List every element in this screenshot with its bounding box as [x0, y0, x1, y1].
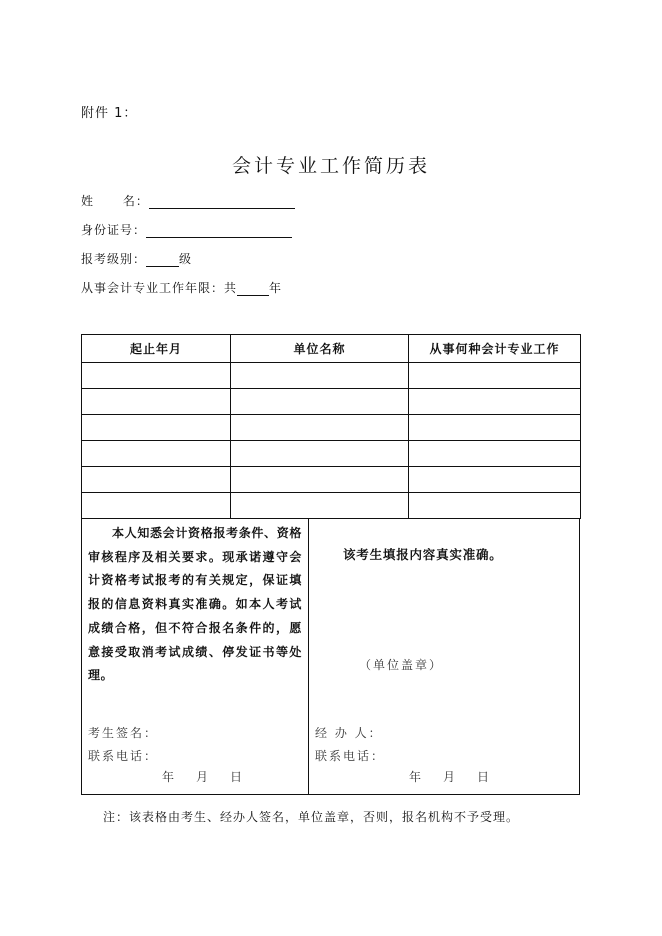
column-header-work-type: 从事何种会计专业工作: [409, 335, 581, 363]
work-history-table: [81, 334, 581, 519]
years-field: [81, 279, 282, 296]
table-cell[interactable]: [82, 363, 231, 389]
unit-confirm-text: 该考生填报内容真实准确。: [343, 547, 503, 562]
unit-date: [409, 768, 489, 785]
table-cell[interactable]: [409, 363, 581, 389]
candidate-declaration-cell: [82, 518, 309, 794]
table-cell[interactable]: [409, 441, 581, 467]
date-year-label: 年: [162, 770, 175, 784]
table-cell[interactable]: [409, 467, 581, 493]
id-input-line[interactable]: [146, 223, 292, 238]
table-cell[interactable]: [231, 493, 409, 519]
table-row: [82, 493, 581, 519]
column-header-employer: 单位名称: [231, 335, 409, 363]
table-cell[interactable]: [82, 467, 231, 493]
table-header-row: [82, 335, 581, 363]
attachment-label: 附件 1：: [81, 106, 138, 121]
table-cell[interactable]: [82, 441, 231, 467]
page-title: 会计专业工作简历表: [231, 155, 430, 177]
candidate-phone-label: 联系电话：: [88, 749, 159, 763]
date-month-label: 月: [196, 770, 209, 784]
candidate-pledge-text: 本人知悉会计资格报考条件、资格审核程序及相关要求。现承诺遵守会计资格考试报考的有关规定，保证填报的信息资料真实准确。如本人考试成绩合格，但不符合报名条件的，愿意接受取消考试成绩、停发证书等处理。: [88, 526, 302, 683]
years-label: 从事会计专业工作年限：共: [81, 281, 238, 295]
declaration-section: [81, 518, 580, 795]
date-year-label: 年: [409, 770, 422, 784]
level-input-line[interactable]: [146, 252, 179, 267]
table-row: [82, 467, 581, 493]
table-cell[interactable]: [231, 415, 409, 441]
handler-label: 经 办 人：: [315, 726, 383, 740]
level-label: 报考级别：: [81, 252, 147, 266]
footnote: 注：该表格由考生、经办人签名，单位盖章，否则，报名机构不予受理。: [103, 810, 520, 824]
table-cell[interactable]: [231, 363, 409, 389]
candidate-signature-label: 考生签名：: [88, 726, 159, 740]
table-cell[interactable]: [409, 493, 581, 519]
table-row: [82, 389, 581, 415]
table-cell[interactable]: [409, 389, 581, 415]
id-label: 身份证号：: [81, 223, 147, 237]
name-input-line[interactable]: [149, 194, 295, 209]
table-cell[interactable]: [231, 389, 409, 415]
table-cell[interactable]: [231, 467, 409, 493]
table-cell[interactable]: [82, 389, 231, 415]
table-row: [82, 415, 581, 441]
table-cell[interactable]: [82, 415, 231, 441]
table-row: [82, 363, 581, 389]
table-cell[interactable]: [231, 441, 409, 467]
unit-seal-label: （单位盖章）: [359, 658, 444, 672]
name-label: 姓 名：: [81, 194, 149, 208]
table-cell[interactable]: [409, 415, 581, 441]
years-suffix: 年: [269, 281, 283, 295]
date-day-label: 日: [230, 770, 243, 784]
date-month-label: 月: [443, 770, 456, 784]
date-day-label: 日: [477, 770, 490, 784]
name-field: [81, 192, 295, 209]
level-field: [81, 250, 192, 267]
table-row: [82, 441, 581, 467]
id-field: [81, 221, 292, 238]
years-input-line[interactable]: [237, 281, 269, 296]
column-header-period: 起止年月: [82, 335, 231, 363]
table-cell[interactable]: [82, 493, 231, 519]
unit-phone-label: 联系电话：: [315, 749, 386, 763]
candidate-date: [162, 768, 242, 785]
unit-confirmation-cell: [309, 518, 579, 794]
level-suffix: 级: [179, 252, 193, 266]
